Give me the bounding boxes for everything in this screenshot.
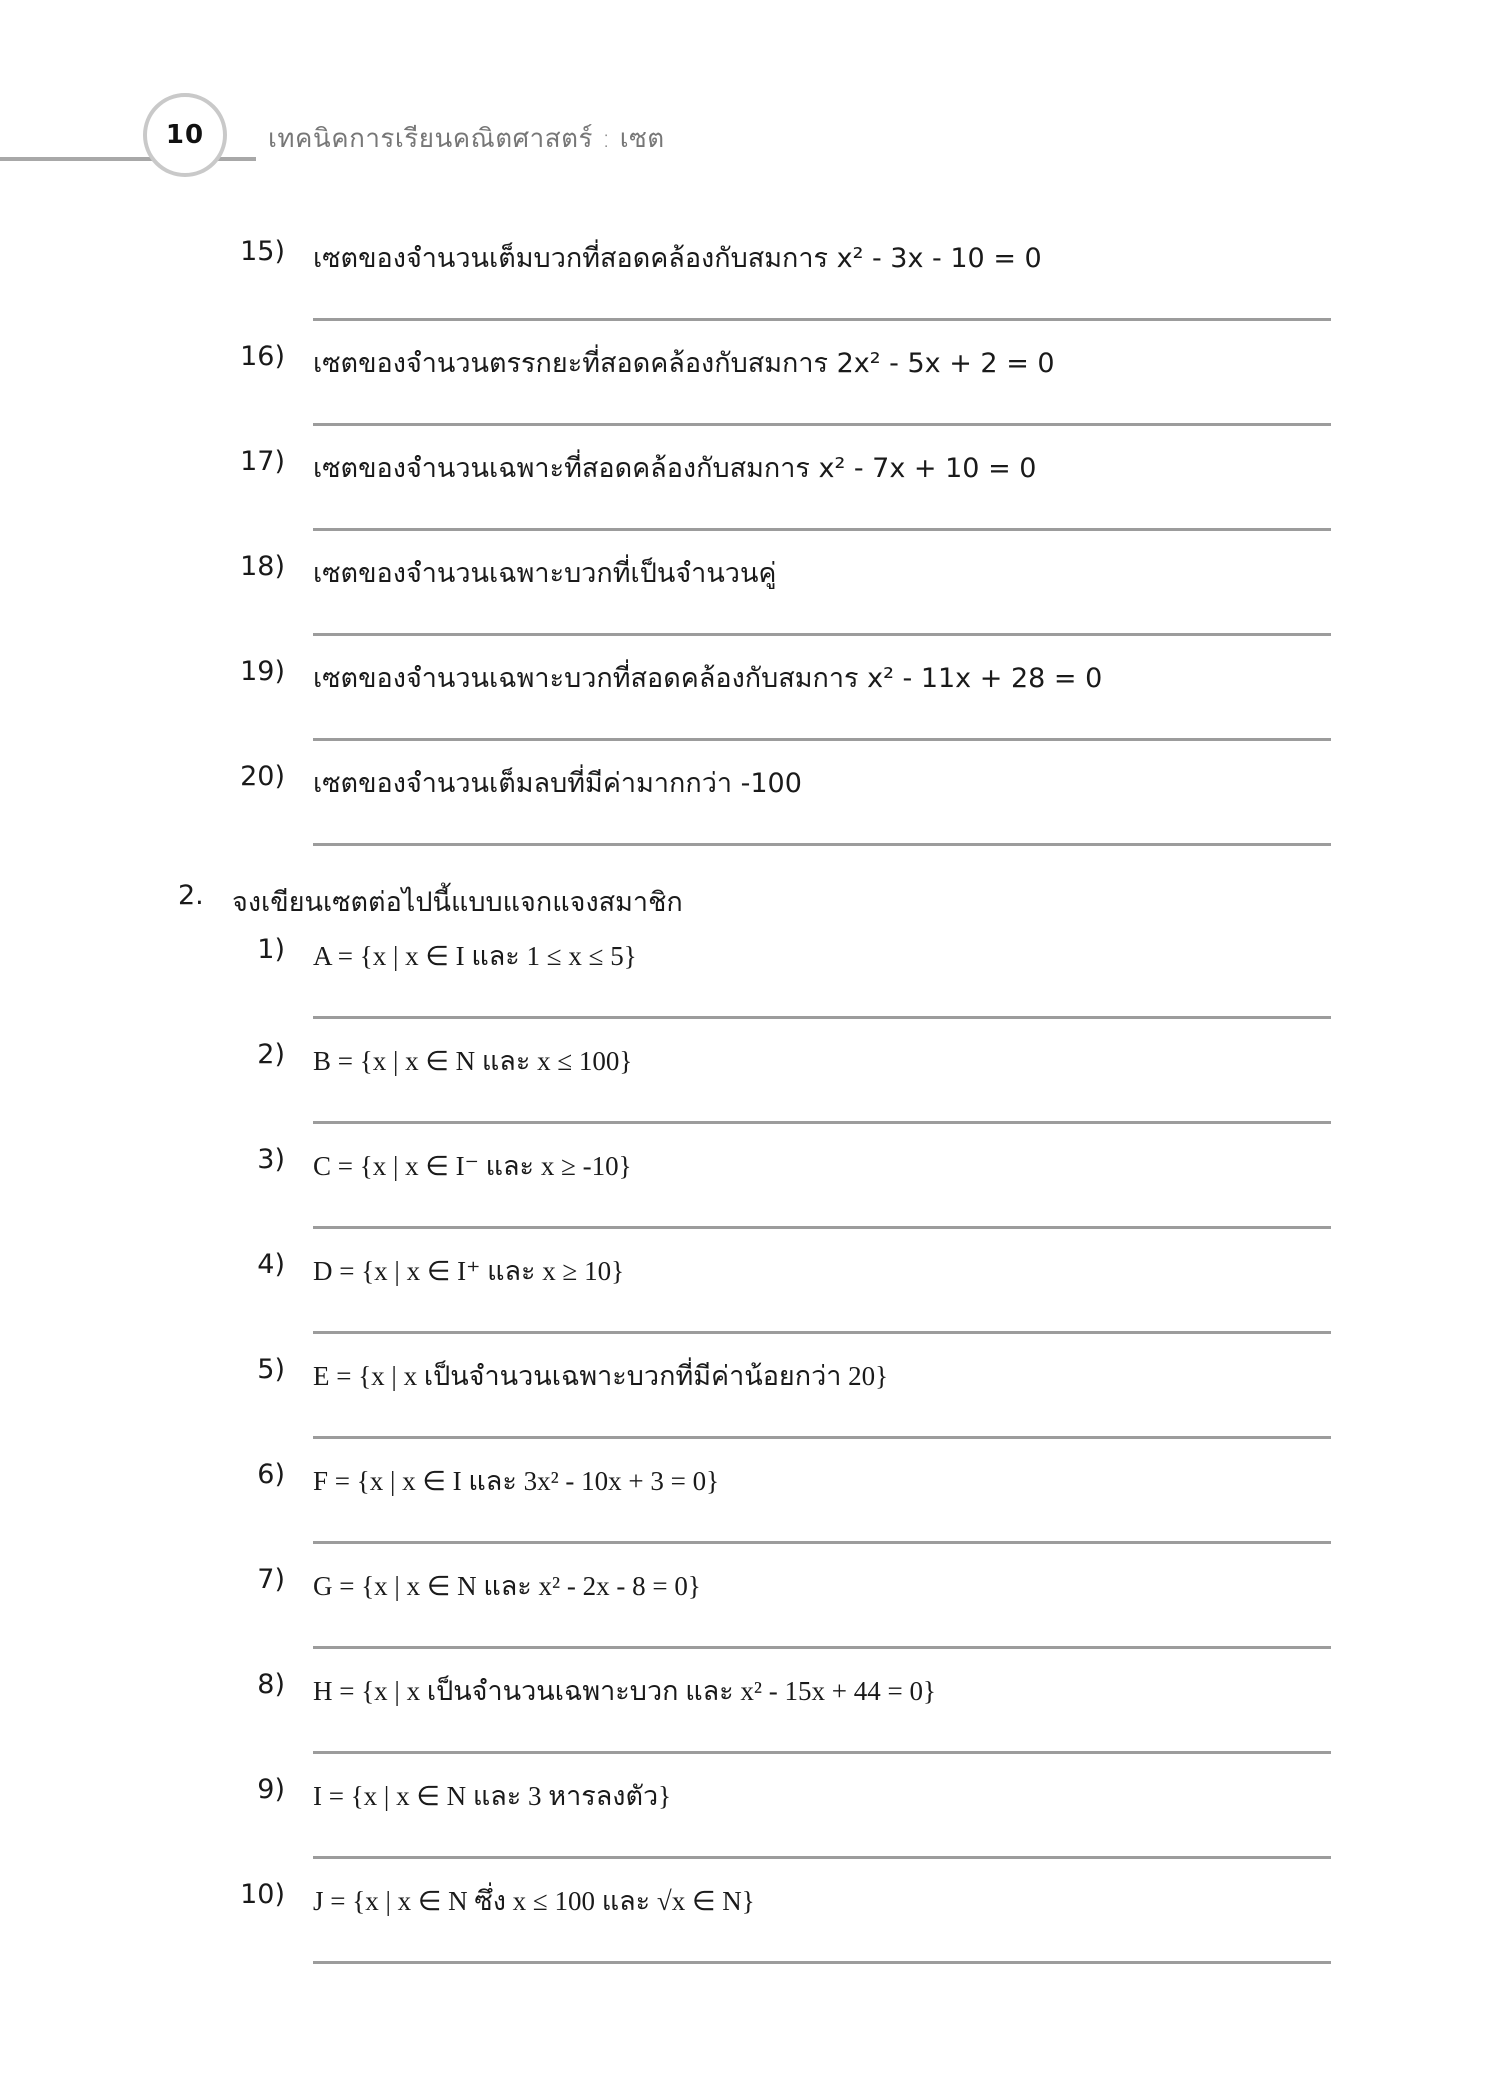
- answer-line[interactable]: [313, 1121, 1331, 1124]
- answer-line[interactable]: [313, 528, 1331, 531]
- item-text: F = {x | x ∈ I และ 3x² - 10x + 3 = 0}: [313, 1466, 720, 1496]
- item-text: H = {x | x เป็นจำนวนเฉพาะบวก และ x² - 15x + 44 = 0}: [313, 1676, 936, 1706]
- answer-line[interactable]: [313, 843, 1331, 846]
- item-number: 10): [240, 1879, 285, 1910]
- item-text: เซตของจำนวนเฉพาะที่สอดคล้องกับสมการ x² - 7x + 10 = 0: [313, 453, 1037, 484]
- item-number: 20): [240, 761, 285, 792]
- answer-line[interactable]: [313, 1331, 1331, 1334]
- item-number: 8): [257, 1669, 285, 1700]
- running-title: เทคนิคการเรียนคณิตศาสตร์ : เซต: [268, 124, 665, 154]
- answer-line[interactable]: [313, 1646, 1331, 1649]
- item-text: J = {x | x ∈ N ซึ่ง x ≤ 100 และ √x ∈ N}: [313, 1886, 755, 1916]
- answer-line[interactable]: [313, 1436, 1331, 1439]
- item-number: 6): [257, 1459, 285, 1490]
- page-number-circle: [143, 93, 227, 177]
- item-number: 3): [257, 1144, 285, 1175]
- answer-line[interactable]: [313, 633, 1331, 636]
- section-heading-text: จงเขียนเซตต่อไปนี้แบบแจกแจงสมาชิก: [232, 887, 683, 918]
- page-number: 10: [165, 120, 205, 150]
- item-number: 19): [240, 656, 285, 687]
- answer-line[interactable]: [313, 1751, 1331, 1754]
- item-number: 15): [240, 236, 285, 267]
- answer-line[interactable]: [313, 318, 1331, 321]
- item-number: 18): [240, 551, 285, 582]
- item-text: เซตของจำนวนเฉพาะบวกที่สอดคล้องกับสมการ x² - 11x + 28 = 0: [313, 663, 1103, 694]
- item-text: D = {x | x ∈ I⁺ และ x ≥ 10}: [313, 1256, 625, 1286]
- item-number: 4): [257, 1249, 285, 1280]
- item-text: เซตของจำนวนตรรกยะที่สอดคล้องกับสมการ 2x² - 5x + 2 = 0: [313, 348, 1055, 379]
- item-text: เซตของจำนวนเฉพาะบวกที่เป็นจำนวนคู่: [313, 558, 777, 589]
- item-number: 9): [257, 1774, 285, 1805]
- answer-line[interactable]: [313, 738, 1331, 741]
- answer-line[interactable]: [313, 1016, 1331, 1019]
- answer-line[interactable]: [313, 1226, 1331, 1229]
- item-text: G = {x | x ∈ N และ x² - 2x - 8 = 0}: [313, 1571, 701, 1601]
- answer-line[interactable]: [313, 423, 1331, 426]
- item-text: C = {x | x ∈ I⁻ และ x ≥ -10}: [313, 1151, 632, 1181]
- item-text: B = {x | x ∈ N และ x ≤ 100}: [313, 1046, 633, 1076]
- item-number: 5): [257, 1354, 285, 1385]
- section-number: 2.: [178, 880, 204, 911]
- item-text: เซตของจำนวนเต็มบวกที่สอดคล้องกับสมการ x² - 3x - 10 = 0: [313, 243, 1042, 274]
- item-number: 1): [257, 934, 285, 965]
- answer-line[interactable]: [313, 1856, 1331, 1859]
- item-text: I = {x | x ∈ N และ 3 หารลงตัว}: [313, 1781, 672, 1811]
- item-text: A = {x | x ∈ I และ 1 ≤ x ≤ 5}: [313, 941, 637, 971]
- item-number: 7): [257, 1564, 285, 1595]
- answer-line[interactable]: [313, 1961, 1331, 1964]
- item-number: 17): [240, 446, 285, 477]
- answer-line[interactable]: [313, 1541, 1331, 1544]
- item-number: 16): [240, 341, 285, 372]
- item-text: เซตของจำนวนเต็มลบที่มีค่ามากกว่า -100: [313, 768, 802, 799]
- item-text: E = {x | x เป็นจำนวนเฉพาะบวกที่มีค่าน้อยกว่า 20}: [313, 1361, 889, 1391]
- item-number: 2): [257, 1039, 285, 1070]
